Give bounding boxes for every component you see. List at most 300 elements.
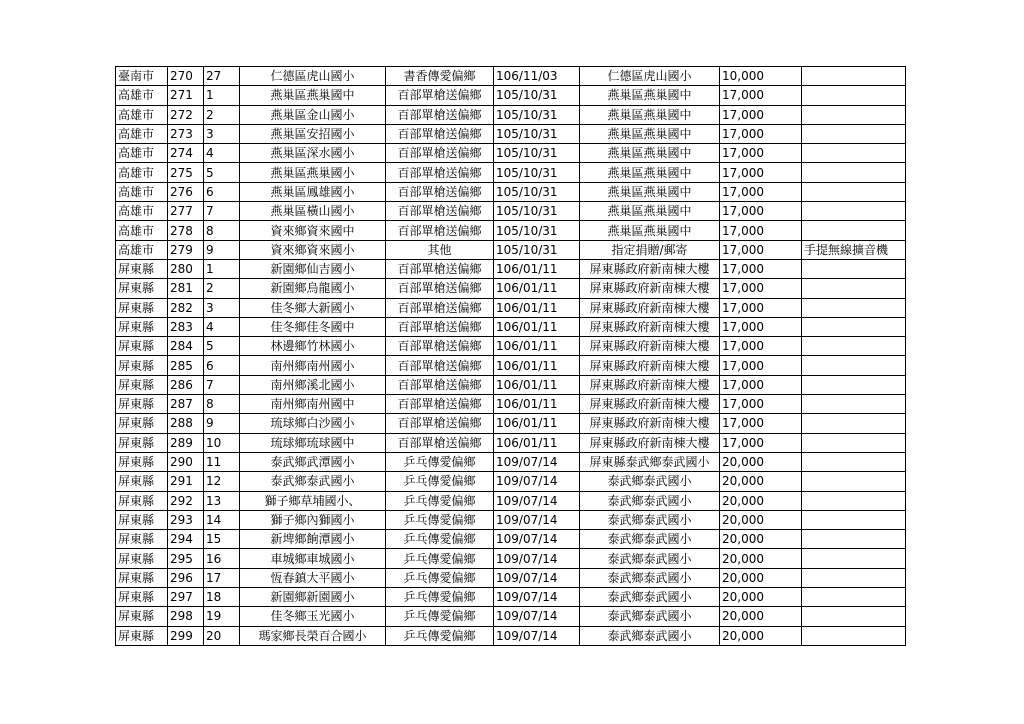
sequence-cell: 9: [204, 240, 240, 259]
note-cell: [802, 549, 906, 568]
amount-cell: 17,000: [720, 433, 802, 452]
program-cell: 乒乓傳愛偏鄉: [386, 549, 494, 568]
county-cell: 屏東縣: [116, 395, 168, 414]
program-cell: 百部單槍送偏鄉: [386, 202, 494, 221]
program-cell: 乒乓傳愛偏鄉: [386, 530, 494, 549]
program-cell: 乒乓傳愛偏鄉: [386, 510, 494, 529]
county-cell: 屏東縣: [116, 337, 168, 356]
sequence-cell: 1: [204, 259, 240, 278]
amount-cell: 20,000: [720, 568, 802, 587]
record-number-cell: 284: [168, 337, 204, 356]
county-cell: 高雄市: [116, 221, 168, 240]
record-number-cell: 297: [168, 588, 204, 607]
sequence-cell: 17: [204, 568, 240, 587]
table-row: [116, 202, 906, 221]
sequence-cell: 4: [204, 317, 240, 336]
school-cell: 燕巢區燕巢國中: [240, 86, 386, 105]
amount-cell: 17,000: [720, 279, 802, 298]
table-row: [116, 144, 906, 163]
note-cell: [802, 607, 906, 626]
date-cell: 109/07/14: [494, 568, 580, 587]
date-cell: 106/01/11: [494, 298, 580, 317]
school-cell: 仁德區虎山國小: [240, 67, 386, 86]
table-row: [116, 414, 906, 433]
amount-cell: 17,000: [720, 163, 802, 182]
note-cell: [802, 202, 906, 221]
date-cell: 106/11/03: [494, 67, 580, 86]
amount-cell: 20,000: [720, 626, 802, 645]
school-cell: 琉球鄉白沙國小: [240, 414, 386, 433]
note-cell: [802, 298, 906, 317]
school-cell: 車城鄉車城國小: [240, 549, 386, 568]
table-row: [116, 472, 906, 491]
delivery-place-cell: 泰武鄉泰武國小: [580, 510, 720, 529]
amount-cell: 17,000: [720, 356, 802, 375]
county-cell: 屏東縣: [116, 259, 168, 278]
record-number-cell: 278: [168, 221, 204, 240]
date-cell: 106/01/11: [494, 279, 580, 298]
delivery-place-cell: 屏東縣政府新南棟大樓: [580, 259, 720, 278]
sequence-cell: 6: [204, 182, 240, 201]
note-cell: [802, 568, 906, 587]
record-number-cell: 298: [168, 607, 204, 626]
date-cell: 106/01/11: [494, 433, 580, 452]
program-cell: 百部單槍送偏鄉: [386, 395, 494, 414]
date-cell: 109/07/14: [494, 588, 580, 607]
amount-cell: 17,000: [720, 105, 802, 124]
date-cell: 105/10/31: [494, 163, 580, 182]
note-cell: [802, 163, 906, 182]
school-cell: 佳冬鄉佳冬國中: [240, 317, 386, 336]
table-row: [116, 317, 906, 336]
record-number-cell: 286: [168, 375, 204, 394]
program-cell: 百部單槍送偏鄉: [386, 337, 494, 356]
date-cell: 105/10/31: [494, 144, 580, 163]
sequence-cell: 19: [204, 607, 240, 626]
record-number-cell: 283: [168, 317, 204, 336]
amount-cell: 17,000: [720, 259, 802, 278]
program-cell: 百部單槍送偏鄉: [386, 375, 494, 394]
amount-cell: 17,000: [720, 86, 802, 105]
amount-cell: 20,000: [720, 510, 802, 529]
sequence-cell: 16: [204, 549, 240, 568]
sequence-cell: 18: [204, 588, 240, 607]
school-cell: 新園鄉烏龍國小: [240, 279, 386, 298]
delivery-place-cell: 屏東縣政府新南棟大樓: [580, 395, 720, 414]
county-cell: 高雄市: [116, 202, 168, 221]
school-cell: 泰武鄉泰武國小: [240, 472, 386, 491]
note-cell: [802, 182, 906, 201]
table-row: [116, 221, 906, 240]
table-row: [116, 626, 906, 645]
date-cell: 109/07/14: [494, 510, 580, 529]
table-row: [116, 510, 906, 529]
county-cell: 屏東縣: [116, 588, 168, 607]
school-cell: 琉球鄉琉球國中: [240, 433, 386, 452]
amount-cell: 17,000: [720, 337, 802, 356]
date-cell: 109/07/14: [494, 472, 580, 491]
note-cell: [802, 279, 906, 298]
county-cell: 屏東縣: [116, 510, 168, 529]
table-row: [116, 67, 906, 86]
amount-cell: 17,000: [720, 317, 802, 336]
date-cell: 105/10/31: [494, 182, 580, 201]
delivery-place-cell: 屏東縣政府新南棟大樓: [580, 433, 720, 452]
table-row: [116, 124, 906, 143]
sequence-cell: 27: [204, 67, 240, 86]
table-row: [116, 163, 906, 182]
delivery-place-cell: 指定捐贈/郵寄: [580, 240, 720, 259]
delivery-place-cell: 泰武鄉泰武國小: [580, 549, 720, 568]
sequence-cell: 3: [204, 124, 240, 143]
sequence-cell: 3: [204, 298, 240, 317]
program-cell: 百部單槍送偏鄉: [386, 182, 494, 201]
delivery-place-cell: 泰武鄉泰武國小: [580, 588, 720, 607]
date-cell: 109/07/14: [494, 549, 580, 568]
note-cell: [802, 124, 906, 143]
table-row: [116, 356, 906, 375]
record-number-cell: 282: [168, 298, 204, 317]
table-row: [116, 375, 906, 394]
school-cell: 恆春鎮大平國小: [240, 568, 386, 587]
program-cell: 百部單槍送偏鄉: [386, 356, 494, 375]
table-body: [116, 67, 906, 646]
delivery-place-cell: 屏東縣政府新南棟大樓: [580, 375, 720, 394]
date-cell: 109/07/14: [494, 452, 580, 471]
delivery-place-cell: 燕巢區燕巢國中: [580, 124, 720, 143]
table-row: [116, 491, 906, 510]
program-cell: 百部單槍送偏鄉: [386, 86, 494, 105]
amount-cell: 17,000: [720, 414, 802, 433]
record-number-cell: 290: [168, 452, 204, 471]
delivery-place-cell: 屏東縣政府新南棟大樓: [580, 356, 720, 375]
county-cell: 屏東縣: [116, 549, 168, 568]
delivery-place-cell: 屏東縣泰武鄉泰武國小: [580, 452, 720, 471]
county-cell: 屏東縣: [116, 279, 168, 298]
table-row: [116, 259, 906, 278]
amount-cell: 17,000: [720, 202, 802, 221]
delivery-place-cell: 泰武鄉泰武國小: [580, 626, 720, 645]
county-cell: 屏東縣: [116, 433, 168, 452]
sequence-cell: 12: [204, 472, 240, 491]
delivery-place-cell: 燕巢區燕巢國中: [580, 182, 720, 201]
record-number-cell: 285: [168, 356, 204, 375]
note-cell: [802, 144, 906, 163]
sequence-cell: 20: [204, 626, 240, 645]
table-row: [116, 530, 906, 549]
date-cell: 109/07/14: [494, 530, 580, 549]
school-cell: 燕巢區金山國小: [240, 105, 386, 124]
amount-cell: 20,000: [720, 607, 802, 626]
school-cell: 新埤鄉餉潭國小: [240, 530, 386, 549]
program-cell: 乒乓傳愛偏鄉: [386, 568, 494, 587]
amount-cell: 17,000: [720, 144, 802, 163]
record-number-cell: 289: [168, 433, 204, 452]
date-cell: 106/01/11: [494, 259, 580, 278]
note-cell: [802, 588, 906, 607]
county-cell: 高雄市: [116, 105, 168, 124]
program-cell: 百部單槍送偏鄉: [386, 279, 494, 298]
program-cell: 百部單槍送偏鄉: [386, 221, 494, 240]
record-number-cell: 296: [168, 568, 204, 587]
date-cell: 105/10/31: [494, 240, 580, 259]
sequence-cell: 4: [204, 144, 240, 163]
county-cell: 屏東縣: [116, 317, 168, 336]
county-cell: 高雄市: [116, 124, 168, 143]
delivery-place-cell: 泰武鄉泰武國小: [580, 530, 720, 549]
record-number-cell: 280: [168, 259, 204, 278]
program-cell: 書香傳愛偏鄉: [386, 67, 494, 86]
note-cell: [802, 375, 906, 394]
note-cell: [802, 67, 906, 86]
county-cell: 高雄市: [116, 182, 168, 201]
amount-cell: 20,000: [720, 530, 802, 549]
sequence-cell: 13: [204, 491, 240, 510]
note-cell: [802, 530, 906, 549]
sequence-cell: 2: [204, 105, 240, 124]
note-cell: [802, 491, 906, 510]
table-row: [116, 182, 906, 201]
table-row: [116, 452, 906, 471]
school-cell: 燕巢區深水國小: [240, 144, 386, 163]
sequence-cell: 10: [204, 433, 240, 452]
amount-cell: 17,000: [720, 124, 802, 143]
program-cell: 乒乓傳愛偏鄉: [386, 588, 494, 607]
sequence-cell: 5: [204, 163, 240, 182]
record-number-cell: 270: [168, 67, 204, 86]
note-cell: [802, 317, 906, 336]
note-cell: [802, 259, 906, 278]
delivery-place-cell: 燕巢區燕巢國中: [580, 144, 720, 163]
school-cell: 燕巢區安招國小: [240, 124, 386, 143]
table-row: [116, 607, 906, 626]
record-number-cell: 292: [168, 491, 204, 510]
delivery-place-cell: 燕巢區燕巢國中: [580, 86, 720, 105]
note-cell: [802, 626, 906, 645]
record-number-cell: 274: [168, 144, 204, 163]
county-cell: 臺南市: [116, 67, 168, 86]
sequence-cell: 6: [204, 356, 240, 375]
delivery-place-cell: 仁德區虎山國小: [580, 67, 720, 86]
note-cell: [802, 356, 906, 375]
school-cell: 佳冬鄉玉光國小: [240, 607, 386, 626]
program-cell: 乒乓傳愛偏鄉: [386, 626, 494, 645]
record-number-cell: 272: [168, 105, 204, 124]
county-cell: 屏東縣: [116, 298, 168, 317]
sequence-cell: 8: [204, 221, 240, 240]
county-cell: 屏東縣: [116, 375, 168, 394]
county-cell: 屏東縣: [116, 568, 168, 587]
note-cell: [802, 433, 906, 452]
note-cell: [802, 337, 906, 356]
table-row: [116, 337, 906, 356]
delivery-place-cell: 泰武鄉泰武國小: [580, 568, 720, 587]
amount-cell: 17,000: [720, 182, 802, 201]
county-cell: 屏東縣: [116, 356, 168, 375]
date-cell: 105/10/31: [494, 105, 580, 124]
amount-cell: 17,000: [720, 395, 802, 414]
table-row: [116, 588, 906, 607]
date-cell: 106/01/11: [494, 317, 580, 336]
date-cell: 105/10/31: [494, 202, 580, 221]
delivery-place-cell: 屏東縣政府新南棟大樓: [580, 298, 720, 317]
county-cell: 高雄市: [116, 163, 168, 182]
school-cell: 燕巢區橫山國小: [240, 202, 386, 221]
program-cell: 百部單槍送偏鄉: [386, 414, 494, 433]
record-number-cell: 294: [168, 530, 204, 549]
note-cell: [802, 221, 906, 240]
date-cell: 106/01/11: [494, 395, 580, 414]
delivery-place-cell: 泰武鄉泰武國小: [580, 607, 720, 626]
school-cell: 南州鄉南州國中: [240, 395, 386, 414]
school-cell: 燕巢區鳳雄國小: [240, 182, 386, 201]
delivery-place-cell: 屏東縣政府新南棟大樓: [580, 317, 720, 336]
county-cell: 屏東縣: [116, 452, 168, 471]
date-cell: 109/07/14: [494, 626, 580, 645]
table-row: [116, 279, 906, 298]
delivery-place-cell: 燕巢區燕巢國中: [580, 163, 720, 182]
county-cell: 屏東縣: [116, 414, 168, 433]
sequence-cell: 11: [204, 452, 240, 471]
program-cell: 乒乓傳愛偏鄉: [386, 491, 494, 510]
sequence-cell: 8: [204, 395, 240, 414]
amount-cell: 10,000: [720, 67, 802, 86]
school-cell: 新園鄉新園國小: [240, 588, 386, 607]
school-cell: 資來鄉資來國小: [240, 240, 386, 259]
school-cell: 瑪家鄉長榮百合國小: [240, 626, 386, 645]
note-cell: [802, 472, 906, 491]
county-cell: 屏東縣: [116, 472, 168, 491]
record-number-cell: 273: [168, 124, 204, 143]
date-cell: 106/01/11: [494, 375, 580, 394]
note-cell: 手提無線擴音機: [802, 240, 906, 259]
date-cell: 105/10/31: [494, 124, 580, 143]
school-cell: 泰武鄉武潭國小: [240, 452, 386, 471]
table-row: [116, 298, 906, 317]
delivery-place-cell: 屏東縣政府新南棟大樓: [580, 279, 720, 298]
school-cell: 南州鄉南州國小: [240, 356, 386, 375]
county-cell: 高雄市: [116, 86, 168, 105]
record-number-cell: 287: [168, 395, 204, 414]
record-number-cell: 271: [168, 86, 204, 105]
note-cell: [802, 86, 906, 105]
record-number-cell: 281: [168, 279, 204, 298]
program-cell: 百部單槍送偏鄉: [386, 124, 494, 143]
sequence-cell: 1: [204, 86, 240, 105]
school-cell: 資來鄉資來國中: [240, 221, 386, 240]
date-cell: 105/10/31: [494, 221, 580, 240]
program-cell: 百部單槍送偏鄉: [386, 105, 494, 124]
county-cell: 屏東縣: [116, 491, 168, 510]
delivery-place-cell: 燕巢區燕巢國中: [580, 105, 720, 124]
table-row: [116, 549, 906, 568]
date-cell: 109/07/14: [494, 607, 580, 626]
record-number-cell: 293: [168, 510, 204, 529]
school-cell: 獅子鄉內獅國小: [240, 510, 386, 529]
record-number-cell: 295: [168, 549, 204, 568]
sequence-cell: 2: [204, 279, 240, 298]
table-row: [116, 86, 906, 105]
record-number-cell: 277: [168, 202, 204, 221]
date-cell: 106/01/11: [494, 414, 580, 433]
county-cell: 高雄市: [116, 144, 168, 163]
sequence-cell: 9: [204, 414, 240, 433]
table-row: [116, 395, 906, 414]
date-cell: 109/07/14: [494, 491, 580, 510]
record-number-cell: 276: [168, 182, 204, 201]
record-number-cell: 291: [168, 472, 204, 491]
donation-record-table: [115, 66, 906, 646]
program-cell: 百部單槍送偏鄉: [386, 433, 494, 452]
delivery-place-cell: 屏東縣政府新南棟大樓: [580, 337, 720, 356]
delivery-place-cell: 燕巢區燕巢國中: [580, 221, 720, 240]
date-cell: 105/10/31: [494, 86, 580, 105]
date-cell: 106/01/11: [494, 337, 580, 356]
date-cell: 106/01/11: [494, 356, 580, 375]
school-cell: 佳冬鄉大新國小: [240, 298, 386, 317]
amount-cell: 17,000: [720, 221, 802, 240]
program-cell: 其他: [386, 240, 494, 259]
delivery-place-cell: 泰武鄉泰武國小: [580, 491, 720, 510]
note-cell: [802, 414, 906, 433]
program-cell: 乒乓傳愛偏鄉: [386, 607, 494, 626]
county-cell: 屏東縣: [116, 530, 168, 549]
program-cell: 乒乓傳愛偏鄉: [386, 472, 494, 491]
sequence-cell: 5: [204, 337, 240, 356]
program-cell: 百部單槍送偏鄉: [386, 298, 494, 317]
amount-cell: 17,000: [720, 240, 802, 259]
amount-cell: 20,000: [720, 472, 802, 491]
amount-cell: 17,000: [720, 298, 802, 317]
program-cell: 百部單槍送偏鄉: [386, 144, 494, 163]
sequence-cell: 15: [204, 530, 240, 549]
note-cell: [802, 395, 906, 414]
table-row: [116, 105, 906, 124]
record-number-cell: 275: [168, 163, 204, 182]
note-cell: [802, 105, 906, 124]
school-cell: 新園鄉仙吉國小: [240, 259, 386, 278]
amount-cell: 20,000: [720, 549, 802, 568]
delivery-place-cell: 屏東縣政府新南棟大樓: [580, 414, 720, 433]
table-row: [116, 433, 906, 452]
record-number-cell: 279: [168, 240, 204, 259]
table-row: [116, 240, 906, 259]
sequence-cell: 7: [204, 202, 240, 221]
county-cell: 高雄市: [116, 240, 168, 259]
delivery-place-cell: 泰武鄉泰武國小: [580, 472, 720, 491]
county-cell: 屏東縣: [116, 607, 168, 626]
note-cell: [802, 510, 906, 529]
note-cell: [802, 452, 906, 471]
record-number-cell: 288: [168, 414, 204, 433]
record-number-cell: 299: [168, 626, 204, 645]
program-cell: 百部單槍送偏鄉: [386, 259, 494, 278]
table-row: [116, 568, 906, 587]
amount-cell: 20,000: [720, 452, 802, 471]
school-cell: 林邊鄉竹林國小: [240, 337, 386, 356]
school-cell: 獅子鄉草埔國小、: [240, 491, 386, 510]
school-cell: 南州鄉溪北國小: [240, 375, 386, 394]
school-cell: 燕巢區燕巢國小: [240, 163, 386, 182]
amount-cell: 17,000: [720, 375, 802, 394]
amount-cell: 20,000: [720, 491, 802, 510]
program-cell: 百部單槍送偏鄉: [386, 163, 494, 182]
delivery-place-cell: 燕巢區燕巢國中: [580, 202, 720, 221]
program-cell: 乒乓傳愛偏鄉: [386, 452, 494, 471]
sequence-cell: 7: [204, 375, 240, 394]
sequence-cell: 14: [204, 510, 240, 529]
program-cell: 百部單槍送偏鄉: [386, 317, 494, 336]
